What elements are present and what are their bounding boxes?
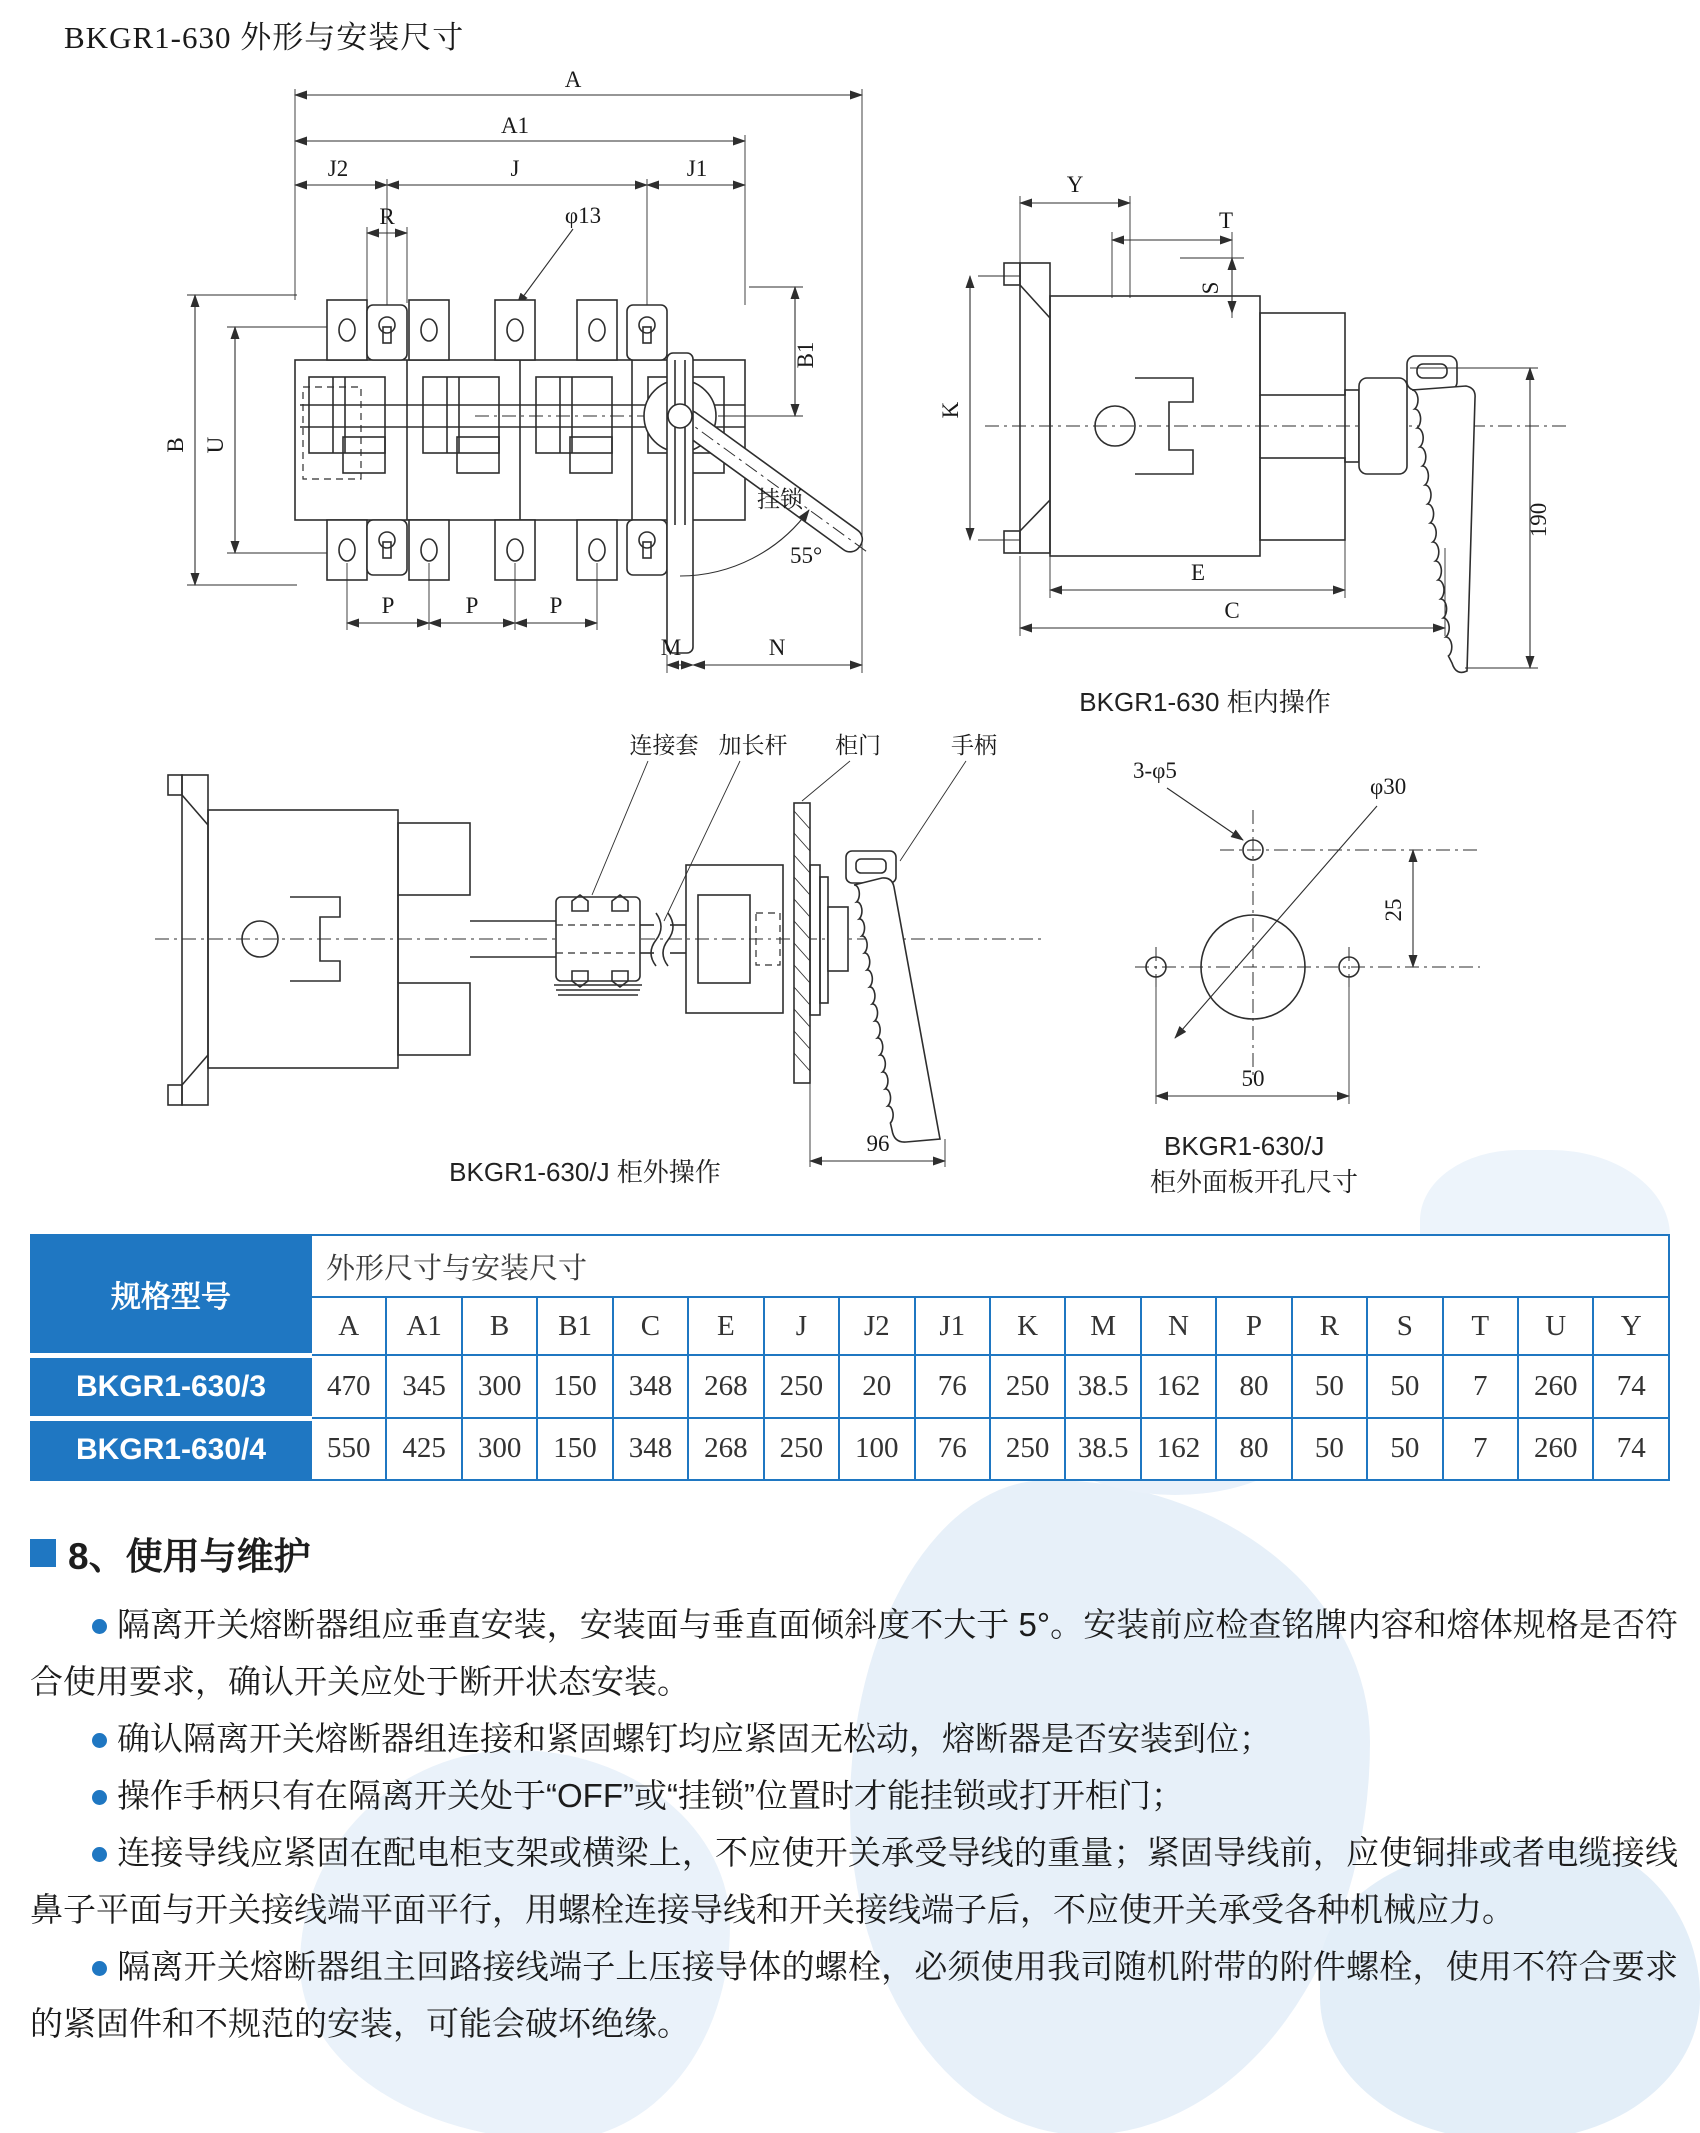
dim-label-a1: A1 <box>500 113 530 138</box>
value-cell: 300 <box>462 1418 537 1480</box>
front-view-drawing <box>135 55 935 695</box>
dim-label-phi13: φ13 <box>564 203 602 228</box>
dim-label-j: J <box>510 156 520 181</box>
bullet-text: 操作手柄只有在隔离开关处于“OFF”或“挂锁”位置时才能挂锁或打开柜门； <box>117 1777 1184 1814</box>
usage-notes <box>30 1596 1678 2052</box>
dim-label-50: 50 <box>1241 1066 1265 1091</box>
model-cell: BKGR1-630/4 <box>31 1418 311 1480</box>
dim-label-c: C <box>1224 598 1240 623</box>
dim-label-190: 190 <box>1526 502 1551 538</box>
value-cell: 76 <box>915 1418 990 1480</box>
value-cell: 348 <box>613 1418 688 1480</box>
dim-label-p: P <box>465 593 479 618</box>
bullet-item <box>30 1596 1678 1710</box>
dim-label-96: 96 <box>866 1131 890 1156</box>
rod-label: 加长杆 <box>718 732 788 758</box>
col-header: J1 <box>915 1297 990 1355</box>
bullet-dot-icon <box>92 1790 107 1805</box>
front-extension-lines <box>295 89 862 673</box>
value-cell: 150 <box>537 1355 612 1418</box>
value-cell: 7 <box>1443 1355 1518 1418</box>
bullet-dot-icon <box>92 1619 107 1634</box>
col-header: R <box>1292 1297 1367 1355</box>
col-header: N <box>1141 1297 1216 1355</box>
value-cell: 50 <box>1292 1355 1367 1418</box>
caption-external-view: BKGR1-630/J 柜外操作 <box>449 1157 721 1187</box>
bullet-dot-icon <box>92 1961 107 1976</box>
dim-label-k: K <box>938 401 963 419</box>
external-handle <box>828 851 940 1142</box>
caption-cutout-line2: 柜外面板开孔尺寸 <box>1150 1167 1359 1197</box>
value-cell: 348 <box>613 1355 688 1418</box>
dim-label-b: B <box>163 437 188 453</box>
bullet-text: 连接导线应紧固在配电柜支架或横梁上，不应使开关承受导线的重量；紧固导线前，应使铜排或者电缆接线鼻子平面与开关接线端平面平行，用螺栓连接导线和开关接线端子后，不应使开关承受各种机械应力。 <box>30 1834 1678 1928</box>
dim-label-s: S <box>1198 281 1223 295</box>
dim-label-y: Y <box>1066 172 1084 197</box>
table-row <box>31 1355 1669 1418</box>
diameter-label: φ30 <box>1370 774 1407 799</box>
bullet-dot-icon <box>92 1733 107 1748</box>
cutout-geometry <box>1135 806 1480 1078</box>
front-dimensions-left <box>163 295 329 585</box>
value-cell: 260 <box>1518 1355 1593 1418</box>
front-handle <box>644 353 873 653</box>
dim-label-m: M <box>660 635 682 660</box>
bullet-item <box>30 1710 1678 1767</box>
table-row <box>31 1418 1669 1480</box>
col-header: A1 <box>386 1297 461 1355</box>
col-header: B <box>462 1297 537 1355</box>
value-cell: 425 <box>386 1418 461 1480</box>
page-title: BKGR1-630 外形与安装尺寸 <box>64 20 465 55</box>
value-cell: 260 <box>1518 1418 1593 1480</box>
dim-label-p: P <box>549 593 563 618</box>
section-heading <box>30 1526 311 1580</box>
cutout-view-drawing <box>1115 748 1585 1128</box>
value-cell: 38.5 <box>1065 1418 1140 1480</box>
dim-label-n: N <box>768 635 786 660</box>
side-body <box>985 263 1570 556</box>
dim-label-t: T <box>1218 208 1234 233</box>
dim-label-25: 25 <box>1381 898 1406 922</box>
col-header: P <box>1216 1297 1291 1355</box>
col-header: E <box>688 1297 763 1355</box>
value-cell: 250 <box>990 1355 1065 1418</box>
col-header: Y <box>1593 1297 1669 1355</box>
value-cell: 100 <box>839 1418 914 1480</box>
external-cabinet-door <box>794 803 828 1083</box>
bullet-text: 隔离开关熔断器组应垂直安装，安装面与垂直面倾斜度不大于 5°。安装前应检查铭牌内容和熔体规格是否符合使用要求，确认开关应处于断开状态安装。 <box>30 1606 1678 1700</box>
spec-model-header: 规格型号 <box>31 1235 311 1355</box>
front-dimension-b1 <box>719 287 818 416</box>
handle-label: 手柄 <box>951 732 997 758</box>
dim-label-j2: J2 <box>327 156 349 181</box>
col-header: K <box>990 1297 1065 1355</box>
value-cell: 470 <box>311 1355 386 1418</box>
value-cell: 300 <box>462 1355 537 1418</box>
value-cell: 7 <box>1443 1418 1518 1480</box>
side-view-drawing <box>930 128 1590 688</box>
cutout-dimensions <box>1156 850 1413 1104</box>
front-terminals-top <box>327 300 667 360</box>
model-cell: BKGR1-630/3 <box>31 1355 311 1418</box>
col-header: U <box>1518 1297 1593 1355</box>
value-cell: 38.5 <box>1065 1355 1140 1418</box>
value-cell: 20 <box>839 1355 914 1418</box>
col-header: C <box>613 1297 688 1355</box>
bullet-item <box>30 1767 1678 1824</box>
dim-label-a: A <box>564 67 582 92</box>
dimension-table <box>30 1234 1670 1481</box>
value-cell: 162 <box>1141 1355 1216 1418</box>
dim-label-r: R <box>379 204 395 229</box>
value-cell: 550 <box>311 1418 386 1480</box>
col-header: J <box>764 1297 839 1355</box>
dim-label-b1: B1 <box>793 341 818 369</box>
value-cell: 74 <box>1593 1355 1669 1418</box>
value-cell: 162 <box>1141 1418 1216 1480</box>
bullet-text: 确认隔离开关熔断器组连接和紧固螺钉均应紧固无松动，熔断器是否安装到位； <box>117 1720 1272 1757</box>
value-cell: 268 <box>688 1355 763 1418</box>
dim-label-u: U <box>203 436 228 454</box>
col-header: J2 <box>839 1297 914 1355</box>
value-cell: 80 <box>1216 1418 1291 1480</box>
external-coupling-sleeve <box>554 895 642 995</box>
cutout-labels <box>1133 758 1406 840</box>
sleeve-label: 连接套 <box>629 732 699 758</box>
door-label: 柜门 <box>835 732 881 758</box>
front-terminals-bottom <box>327 520 667 580</box>
value-cell: 80 <box>1216 1355 1291 1418</box>
caption-side-view: BKGR1-630 柜内操作 <box>1079 687 1331 717</box>
dim-label-55deg: 55° <box>790 543 823 568</box>
dim-label-p: P <box>381 593 395 618</box>
section-title: 8、使用与维护 <box>68 1536 311 1577</box>
caption-cutout-view <box>1150 1128 1390 1200</box>
value-cell: 345 <box>386 1355 461 1418</box>
bullet-item <box>30 1938 1678 2052</box>
side-handle <box>1359 356 1475 672</box>
bullet-dot-icon <box>92 1847 107 1862</box>
padlock-label: 挂锁 <box>757 486 803 512</box>
value-cell: 150 <box>537 1418 612 1480</box>
dims-header: 外形尺寸与安装尺寸 <box>311 1235 1669 1297</box>
value-cell: 250 <box>764 1355 839 1418</box>
bullet-text: 隔离开关熔断器组主回路接线端子上压接导体的螺栓，必须使用我司随机附带的附件螺栓，使用不符合要求的紧固件和不规范的安装，可能会破坏绝缘。 <box>30 1948 1678 2042</box>
value-cell: 268 <box>688 1418 763 1480</box>
col-header: A <box>311 1297 386 1355</box>
value-cell: 250 <box>764 1418 839 1480</box>
value-cell: 50 <box>1367 1355 1442 1418</box>
col-header: M <box>1065 1297 1140 1355</box>
col-header: B1 <box>537 1297 612 1355</box>
external-view-drawing <box>140 715 1060 1190</box>
value-cell: 50 <box>1367 1418 1442 1480</box>
value-cell: 250 <box>990 1418 1065 1480</box>
value-cell: 74 <box>1593 1418 1669 1480</box>
value-cell: 76 <box>915 1355 990 1418</box>
caption-cutout-line1: BKGR1-630/J <box>1164 1131 1325 1161</box>
dim-label-e: E <box>1190 560 1206 585</box>
holes-label: 3-φ5 <box>1133 758 1177 783</box>
dim-label-j1: J1 <box>686 156 708 181</box>
col-header: T <box>1443 1297 1518 1355</box>
section-bullet-square-icon <box>30 1539 56 1567</box>
value-cell: 50 <box>1292 1418 1367 1480</box>
col-header: S <box>1367 1297 1442 1355</box>
front-dimensions-top <box>295 67 862 305</box>
bullet-item <box>30 1824 1678 1938</box>
